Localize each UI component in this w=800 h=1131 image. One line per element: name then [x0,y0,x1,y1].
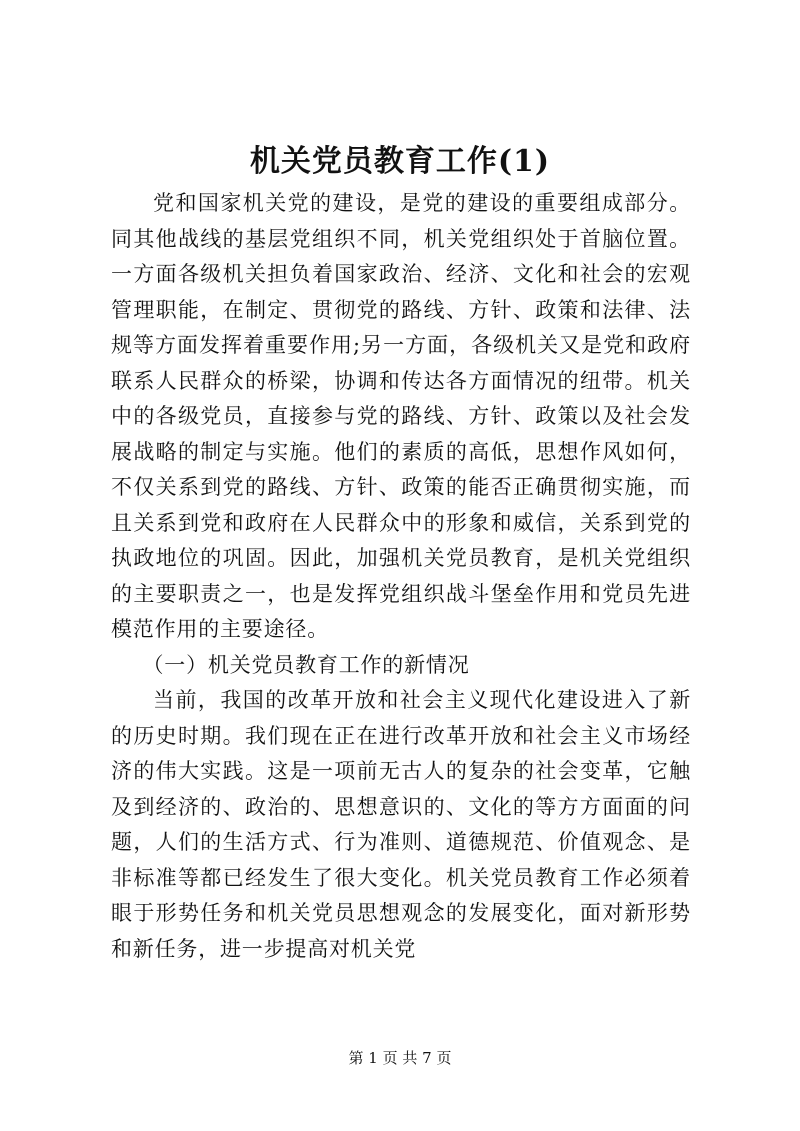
document-body [111,186,691,967]
section-paragraph: 当前，我国的改革开放和社会主义现代化建设进入了新的历史时期。我们现在正在进行改革开放和社会主义市场经济的伟大实践。这是一项前无古人的复杂的社会变革，它触及到经济的、政治的、思想意识的、文化的等方方面面的问题，人们的生活方式、行为准则、道德规范、价值观念、是非标准等都已经发生了很大变化。机关党员教育工作必须着眼于形势任务和机关党员思想观念的发展变化，面对新形势和新任务，进一步提高对机关党 [111,688,691,961]
intro-paragraph: 党和国家机关党的建设，是党的建设的重要组成部分。同其他战线的基层党组织不同，机关党组织处于首脑位置。一方面各级机关担负着国家政治、经济、文化和社会的宏观管理职能，在制定、贯彻党的路线、方针、政策和法律、法规等方面发挥着重要作用;另一方面，各级机关又是党和政府联系人民群众的桥梁，协调和传达各方面情况的纽带。机关中的各级党员，直接参与党的路线、方针、政策以及社会发展战略的制定与实施。他们的素质的高低，思想作风如何，不仅关系到党的路线、方针、政策的能否正确贯彻实施，而且关系到党和政府在人民群众中的形象和威信，关系到党的执政地位的巩固。因此，加强机关党员教育，是机关党组织的主要职责之一，也是发挥党组织战斗堡垒作用和党员先进模范作用的主要途径。 [111,191,691,641]
page-footer: 第 1 页 共 7 页 [348,1049,452,1067]
section-heading: （一）机关党员教育工作的新情况 [142,652,470,677]
document-title: 机关党员教育工作(1) [249,144,551,179]
